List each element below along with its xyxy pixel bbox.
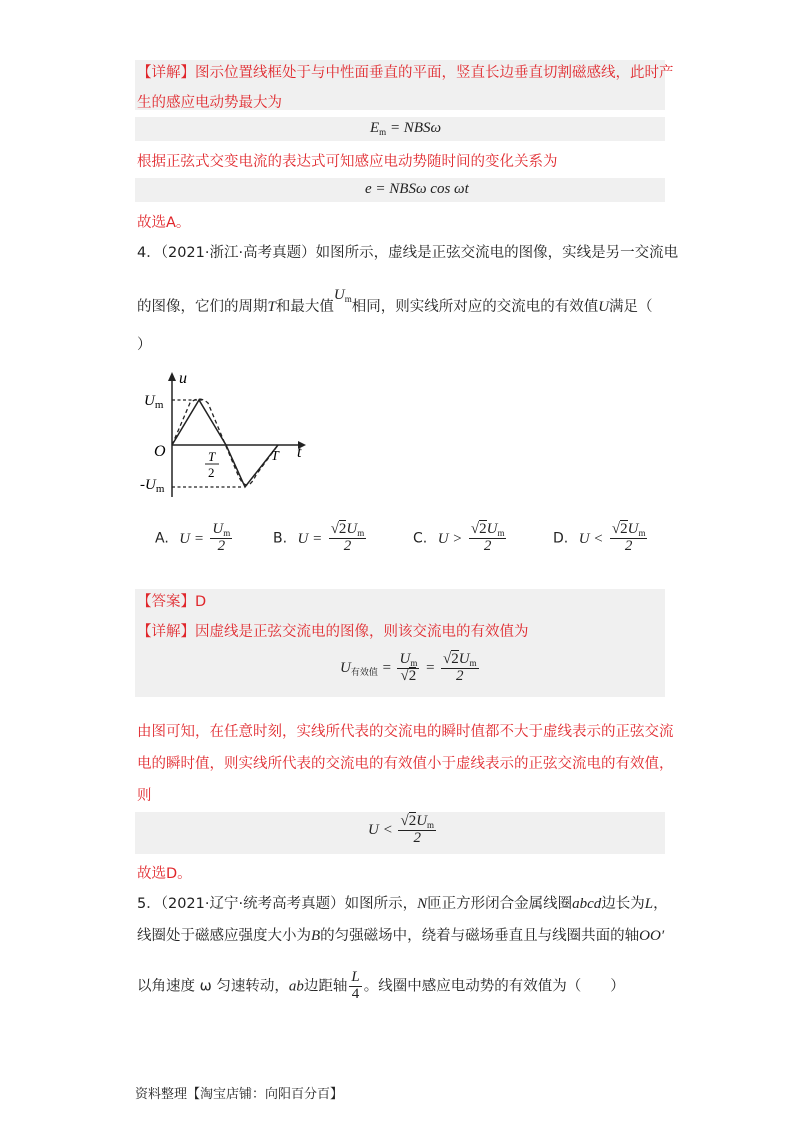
option-d-fraction: $\frac{√2U_m}{2}$ <box>611 521 646 555</box>
um-label: $U_m$ <box>144 393 164 411</box>
question-5-line-2: 线圈处于磁感应强度大小为B的匀强磁场中，绕着与磁场垂直且与线圈共面的轴OO′ <box>137 928 665 944</box>
q4-detail-line-4: 则 <box>137 788 152 804</box>
conclusion-1: 故选A。 <box>137 215 191 231</box>
question-4-line-3: ） <box>137 337 152 353</box>
half-period-den: 2 <box>208 465 215 480</box>
q4-inequality: U < $\frac{√2U_m}{2}$ <box>368 813 435 847</box>
q4-detail-line-2: 由图可知，在任意时刻，实线所代表的交流电的瞬时值都不大于虚线表示的正弦交流 <box>137 724 674 740</box>
option-c[interactable]: C. U > $\frac{√2U_m}{2}$ <box>413 521 505 555</box>
period-label: T <box>271 449 279 464</box>
q4-detail-line-3: 电的瞬时值，则实线所代表的交流电的有效值小于虚线表示的正弦交流电的有效值， <box>137 756 674 772</box>
option-b-fraction: $\frac{√2U_m}{2}$ <box>330 521 365 555</box>
detail-line-2: 生的感应电动势最大为 <box>137 95 282 111</box>
triangle-wave-solid <box>172 400 278 487</box>
detail-tag: 【详解】 <box>137 65 195 81</box>
q5-fraction: $\frac{L}{4}$ <box>351 969 360 1002</box>
detail-line-1: 【详解】图示位置线框处于与中性面垂直的平面，竖直长边垂直切割磁感线，此时产 <box>137 65 674 81</box>
equation-e: e = NBSω cos ωt <box>365 181 469 197</box>
answer-line <box>137 592 206 612</box>
option-d[interactable]: D. U < $\frac{√2U_m}{2}$ <box>553 521 646 555</box>
t-axis-label: t <box>297 444 302 461</box>
q4-effective-value-equation: $U_{有效值}$ = $\frac{U_m}{√2}$ = $\frac{√2U_m}{2}$ <box>340 651 477 685</box>
footer-note: 资料整理【淘宝店铺：向阳百分百】 <box>135 1087 344 1102</box>
u-axis-arrow <box>168 372 176 381</box>
option-c-fraction: $\frac{√2U_m}{2}$ <box>470 521 505 555</box>
neg-um-label: $-U_m$ <box>140 477 165 495</box>
equation-em: $E_m = NBS\omega$ <box>370 120 442 137</box>
option-a[interactable]: A. U = $\frac{U_m}{2}$ <box>155 521 231 555</box>
q4-detail-line-1: 【详解】因虚线是正弦交流电的图像，则该交流电的有效值为 <box>137 624 529 640</box>
question-5-line-1: 5．（2021·辽宁·统考高考真题）如图所示，N匝正方形闭合金属线圈abcd边长为L， <box>137 896 668 912</box>
answer-value: D <box>195 594 207 610</box>
u-axis-label: u <box>179 370 187 387</box>
waveform-graph <box>140 365 315 500</box>
origin-label: O <box>154 443 166 460</box>
question-5-line-3: 以角速度 ω 匀速转动，ab边距轴 $\frac{L}{4}$ 。线圈中感应电动势的有效值为（ ） <box>137 969 625 1002</box>
question-4-line-1: 4．（2021·浙江·高考真题）如图所示，虚线是正弦交流电的图像，实线是另一交流电 <box>137 245 679 261</box>
conclusion-2: 故选D。 <box>137 866 192 882</box>
answer-tag: 【答案】 <box>137 594 195 610</box>
option-a-fraction: $\frac{U_m}{2}$ <box>212 521 231 555</box>
half-period-num: T <box>208 449 216 464</box>
detail-line-3: 根据正弦式交变电流的表达式可知感应电动势随时间的变化关系为 <box>137 154 558 170</box>
option-b[interactable]: B. U = $\frac{√2U_m}{2}$ <box>273 521 365 555</box>
question-4-line-2: 的图像，它们的周期T和最大值$U_m$相同，则实线所对应的交流电的有效值U满足（ <box>137 287 653 315</box>
